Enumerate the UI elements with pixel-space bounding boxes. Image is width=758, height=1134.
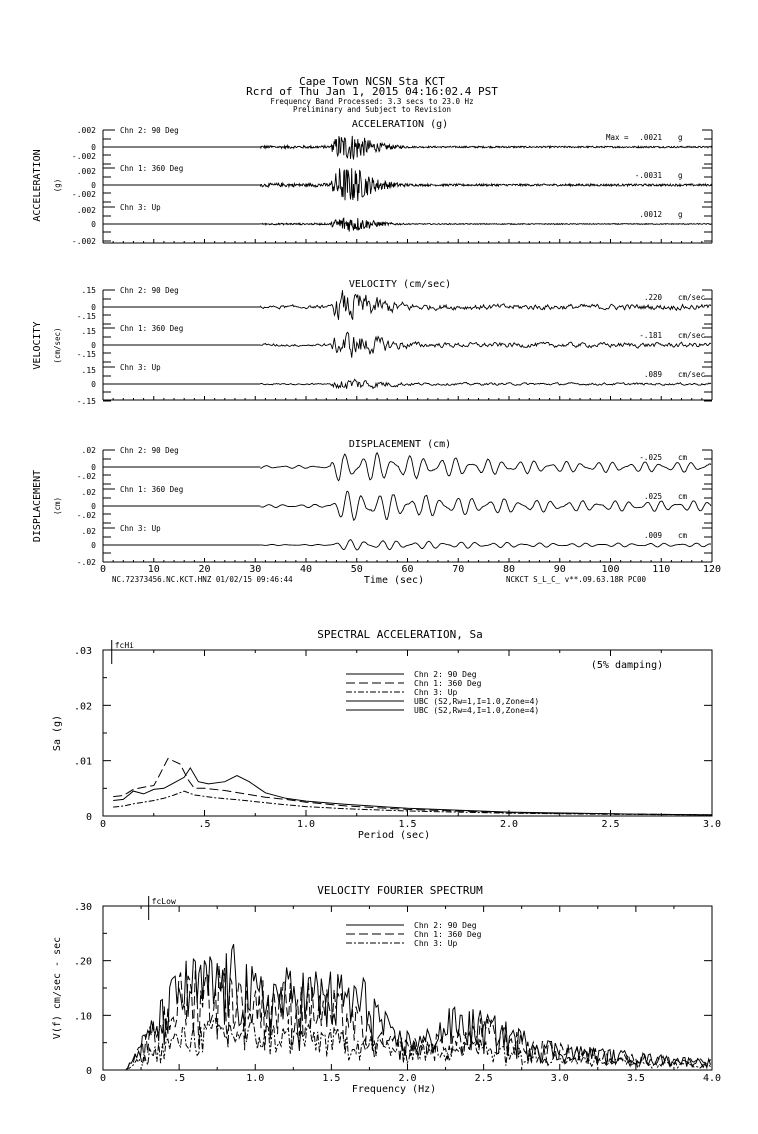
peak-value: -.181 (639, 331, 662, 340)
y-tick-label: .15 (81, 366, 96, 375)
y-tick-label: .03 (73, 646, 92, 657)
time-history-velocity (103, 290, 712, 401)
y-axis-unit: (cm/sec) (53, 327, 62, 364)
time-history-acceleration (103, 130, 712, 243)
waveform-trace (260, 379, 711, 389)
legend-entry: Chn 1: 360 Deg (414, 930, 482, 939)
y-tick-label: 0 (91, 143, 96, 152)
y-tick-label: .02 (81, 527, 96, 536)
y-tick-label: 0 (85, 1066, 92, 1077)
x-tick-label: 1.5 (398, 819, 417, 830)
legend-entry: Chn 2: 90 Deg (414, 670, 477, 679)
chart-layers (32, 119, 721, 1095)
y-tick-label: -.002 (71, 152, 96, 161)
x-tick-label: 110 (652, 564, 671, 575)
x-tick-label: 2.0 (499, 819, 519, 830)
peak-unit: cm (678, 453, 688, 462)
y-axis-unit: (cm) (53, 496, 62, 516)
preliminary-note: Preliminary and Subject to Revision (292, 105, 452, 114)
y-axis-unit: (g) (53, 178, 62, 193)
station-title: Cape Town NCSN Sta KCT (299, 75, 445, 88)
series-line (113, 759, 712, 815)
x-tick-label: 40 (299, 564, 313, 575)
channel-label: Chn 3: Up (120, 363, 161, 372)
y-axis-label: V(f) cm/sec - sec (52, 936, 63, 1040)
peak-unit: cm/sec (678, 370, 706, 379)
y-axis-label: DISPLACEMENT (32, 469, 43, 543)
damping-annotation: (5% damping) (590, 660, 664, 671)
peak-unit: g (678, 210, 683, 219)
y-tick-label: -.15 (76, 312, 96, 321)
record-id: NC.72373456.NC.KCT.HNZ 01/02/15 09:46:44 (112, 575, 293, 584)
x-tick-label: 2.5 (474, 1073, 493, 1084)
y-tick-label: .002 (76, 167, 96, 176)
channel-label: Chn 1: 360 Deg (120, 485, 184, 494)
y-tick-label: .01 (73, 756, 92, 768)
peak-unit: g (678, 133, 683, 142)
x-tick-label: 30 (249, 564, 262, 575)
x-tick-label: 10 (147, 564, 160, 575)
peak-unit: cm/sec (678, 293, 706, 302)
legend-entry: Chn 2: 90 Deg (414, 921, 477, 930)
channel-label: Chn 2: 90 Deg (120, 126, 179, 135)
x-tick-label: 4.0 (702, 1073, 722, 1084)
x-tick-label: 60 (401, 564, 414, 575)
x-tick-label: 120 (702, 564, 722, 575)
corner-frequency-label: fcHi (114, 641, 134, 650)
x-tick-label: 90 (553, 564, 566, 575)
x-tick-label: 70 (452, 564, 465, 575)
legend-entry: UBC (S2,Rw=1,I=1.0,Zone=4) (414, 697, 540, 706)
y-tick-label: .15 (81, 286, 96, 295)
x-axis-label: Period (sec) (357, 830, 431, 841)
y-tick-label: .002 (76, 206, 96, 215)
plot-title: SPECTRAL ACCELERATION, Sa (317, 628, 483, 641)
frequency-band: Frequency Band Processed: 3.3 secs to 23.0 Hz (270, 97, 474, 106)
plot-frame (103, 650, 712, 816)
plot-title: VELOCITY FOURIER SPECTRUM (317, 884, 483, 897)
record-header (246, 75, 498, 114)
y-tick-label: 0 (91, 502, 96, 511)
x-tick-label: 100 (601, 564, 620, 575)
x-tick-label: 0 (99, 564, 107, 575)
record-time: Rcrd of Thu Jan 1, 2015 04:16:02.4 PST (246, 85, 498, 98)
y-axis-label: ACCELERATION (32, 149, 43, 222)
x-tick-label: 1.5 (322, 1073, 341, 1084)
processing-id: NCKCT S_L_C_ v**.09.63.18R PC00 (506, 575, 646, 584)
legend-entry: Chn 3: Up (414, 939, 458, 948)
x-tick-label: 0 (99, 819, 107, 830)
fourier-spectrum-plot (103, 896, 712, 1070)
x-tick-label: 3.0 (702, 819, 722, 830)
y-tick-label: .15 (81, 327, 96, 336)
time-history-displacement (103, 450, 712, 562)
peak-prefix: Max = (606, 133, 629, 142)
peak-value: .0012 (639, 210, 662, 219)
peak-unit: cm (678, 492, 688, 501)
channel-label: Chn 2: 90 Deg (120, 286, 179, 295)
y-tick-label: 0 (91, 541, 96, 550)
y-tick-label: 0 (91, 380, 96, 389)
x-tick-label: 1.0 (296, 819, 316, 830)
peak-value: .220 (643, 293, 662, 302)
peak-value: .089 (643, 370, 662, 379)
waveform-trace (260, 540, 711, 551)
peak-value: .009 (643, 531, 662, 540)
legend-entry: Chn 1: 360 Deg (414, 679, 482, 688)
y-tick-label: -.002 (71, 190, 96, 199)
x-tick-label: 1.0 (246, 1073, 265, 1084)
y-axis-label: Sa (g) (52, 714, 63, 752)
y-axis-label: VELOCITY (32, 321, 43, 370)
y-tick-label: -.15 (76, 397, 96, 406)
y-tick-label: .20 (73, 956, 92, 968)
waveform-trace (260, 218, 711, 232)
y-tick-label: -.002 (71, 237, 96, 246)
peak-value: -.025 (639, 453, 662, 462)
y-tick-label: 0 (91, 341, 96, 350)
y-tick-label: 0 (91, 181, 96, 190)
peak-unit: cm/sec (678, 331, 706, 340)
corner-frequency-label: fcLow (151, 897, 176, 906)
x-tick-label: 50 (350, 564, 363, 575)
peak-value: -.0031 (634, 171, 662, 180)
y-tick-label: 0 (91, 463, 96, 472)
y-tick-label: .30 (73, 902, 92, 913)
y-tick-label: -.02 (76, 472, 96, 481)
x-axis-label: Frequency (Hz) (351, 1084, 437, 1095)
peak-value: .0021 (639, 133, 662, 142)
peak-value: .025 (643, 492, 662, 501)
series-line (113, 768, 712, 815)
y-tick-label: -.02 (76, 511, 96, 520)
channel-label: Chn 2: 90 Deg (120, 446, 179, 455)
channel-label: Chn 1: 360 Deg (120, 324, 184, 333)
y-tick-label: 0 (85, 812, 92, 823)
x-tick-label: .5 (198, 819, 211, 830)
y-tick-label: .002 (76, 126, 96, 135)
peak-unit: g (678, 171, 683, 180)
channel-label: Chn 3: Up (120, 524, 161, 533)
x-axis-label: Time (sec) (363, 575, 425, 586)
panel-title: ACCELERATION (g) (351, 119, 449, 130)
x-tick-label: 0 (99, 1073, 107, 1084)
y-tick-label: .10 (73, 1011, 92, 1023)
y-tick-label: .02 (73, 701, 92, 713)
channel-label: Chn 3: Up (120, 203, 161, 212)
legend-entry: Chn 3: Up (414, 688, 458, 697)
x-tick-label: 20 (198, 564, 211, 575)
x-tick-label: 80 (502, 564, 516, 575)
panel-title: VELOCITY (cm/sec) (348, 279, 452, 290)
y-tick-label: .02 (81, 446, 96, 455)
x-tick-label: 2.0 (398, 1073, 417, 1084)
x-tick-label: 3.0 (550, 1073, 569, 1084)
x-tick-label: 3.5 (626, 1073, 645, 1084)
y-tick-label: 0 (91, 303, 96, 312)
y-tick-label: 0 (91, 220, 96, 229)
legend-entry: UBC (S2,Rw=4,I=1.0,Zone=4) (414, 706, 540, 715)
channel-label: Chn 1: 360 Deg (120, 164, 184, 173)
panel-title: DISPLACEMENT (cm) (348, 439, 452, 450)
peak-unit: cm (678, 531, 688, 540)
series-line (113, 791, 712, 815)
x-tick-label: 2.5 (601, 819, 620, 830)
y-tick-label: -.15 (76, 350, 96, 359)
x-tick-label: .5 (173, 1073, 186, 1084)
y-tick-label: .02 (81, 488, 96, 497)
y-tick-label: -.02 (76, 558, 96, 567)
